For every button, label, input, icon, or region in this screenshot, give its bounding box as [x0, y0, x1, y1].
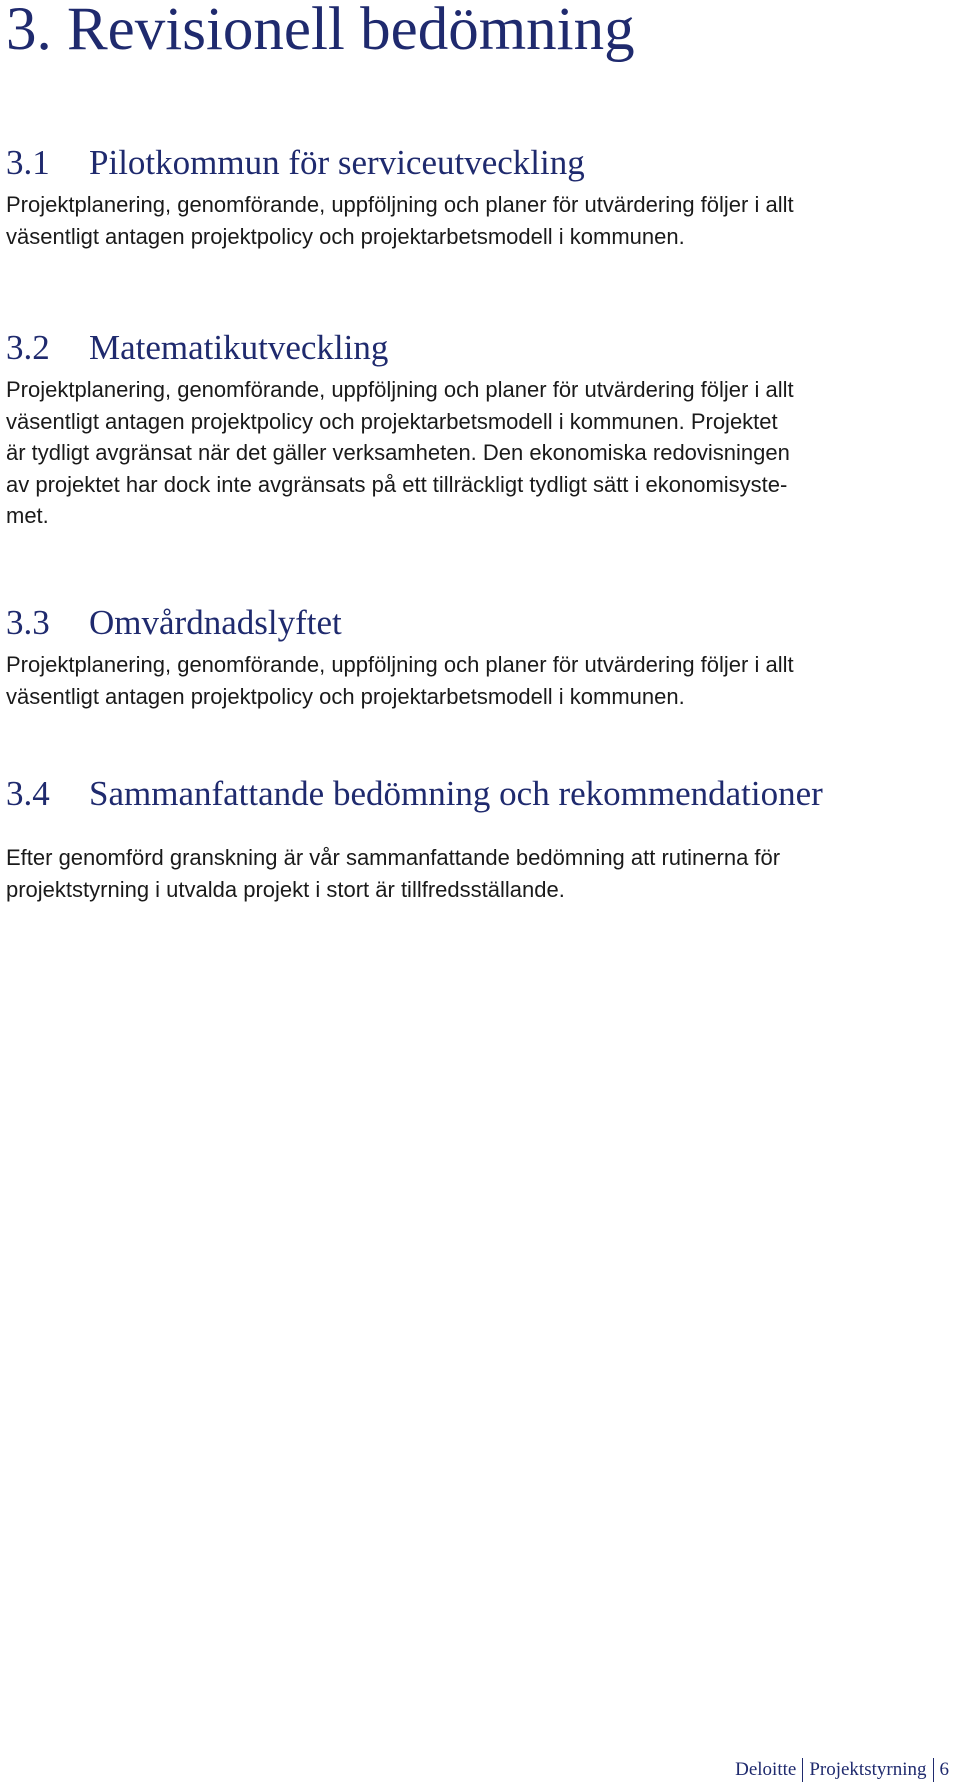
paragraph-line: met. — [6, 503, 49, 528]
section-heading — [6, 774, 956, 814]
paragraph-line: väsentligt antagen projektpolicy och projektarbetsmodell i kommunen. Projektet — [6, 408, 778, 434]
section-3-2 — [6, 328, 956, 532]
paragraph-line: Projektplanering, genomförande, uppföljning och planer för utvärdering följer i allt — [6, 377, 794, 402]
paragraph-line: av projektet har dock inte avgränsats på ett tillräckligt tydligt sätt i ekonomisyste- — [6, 471, 788, 497]
section-paragraph — [6, 842, 956, 905]
section-title: Sammanfattande bedömning och rekommendationer — [89, 774, 823, 813]
footer-company: Deloitte — [735, 1759, 797, 1780]
section-3-4 — [6, 774, 956, 905]
paragraph-line: projektstyrning i utvalda projekt i stort är tillfredsställande. — [6, 876, 565, 902]
section-3-3 — [6, 603, 956, 712]
chapter-title: 3. Revisionell bedömning — [6, 0, 635, 63]
paragraph-line: Efter genomförd granskning är vår sammanfattande bedömning att rutinerna för — [6, 845, 781, 870]
footer-page-number: 6 — [939, 1759, 949, 1780]
footer-divider — [933, 1758, 934, 1782]
section-heading — [6, 143, 956, 183]
section-3-1 — [6, 143, 956, 252]
footer-document-title: Projektstyrning — [809, 1759, 927, 1780]
paragraph-line: Projektplanering, genomförande, uppföljning och planer för utvärdering följer i allt — [6, 192, 794, 217]
footer-divider — [802, 1758, 803, 1782]
section-number: 3.1 — [6, 143, 50, 182]
paragraph-line: är tydligt avgränsat när det gäller verksamheten. Den ekonomiska redovisningen — [6, 440, 790, 465]
section-heading — [6, 603, 956, 643]
page-footer — [735, 1758, 949, 1782]
section-number: 3.2 — [6, 328, 50, 367]
paragraph-line: väsentligt antagen projektpolicy och projektarbetsmodell i kommunen. — [6, 683, 685, 709]
section-title: Matematikutveckling — [89, 328, 389, 367]
section-paragraph — [6, 649, 956, 712]
section-title: Pilotkommun för serviceutveckling — [89, 143, 585, 182]
section-heading — [6, 328, 956, 368]
section-paragraph — [6, 374, 956, 532]
paragraph-line: väsentligt antagen projektpolicy och projektarbetsmodell i kommunen. — [6, 223, 685, 249]
section-number: 3.3 — [6, 603, 50, 642]
section-number: 3.4 — [6, 774, 50, 813]
section-paragraph — [6, 189, 956, 252]
section-title: Omvårdnadslyftet — [89, 603, 342, 642]
paragraph-line: Projektplanering, genomförande, uppföljning och planer för utvärdering följer i allt — [6, 652, 794, 677]
